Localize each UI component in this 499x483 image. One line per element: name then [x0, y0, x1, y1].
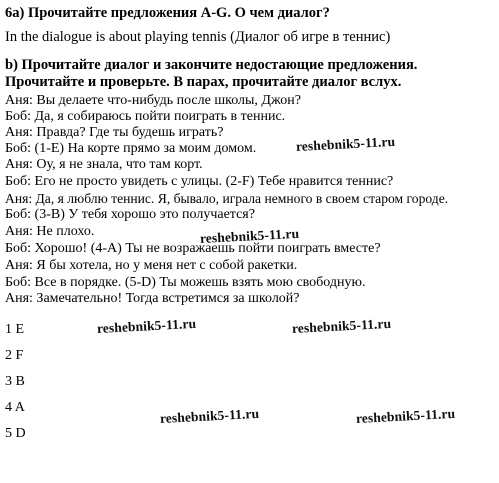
watermark: reshebnik5-11.ru: [295, 133, 396, 154]
dialogue-line: Боб: (1-E) На корте прямо за моим домом.: [5, 141, 257, 156]
watermark: reshebnik5-11.ru: [159, 405, 260, 426]
watermark: reshebnik5-11.ru: [355, 405, 456, 426]
dialogue-line: Аня: Я бы хотела, но у меня нет с собой ракетки.: [5, 258, 298, 273]
dialogue-line: Боб: Все в порядке. (5-D) Ты можешь взять мою свободную.: [5, 275, 366, 290]
dialogue-line: Боб: Хорошо! (4-A) Ты не возражаешь пойти поиграть вместе?: [5, 241, 381, 256]
answer-item: 5 D: [5, 426, 26, 441]
dialogue-line: Боб: Его не просто увидеть с улицы. (2-F) Тебе нравится теннис?: [5, 174, 394, 189]
dialogue-line: Аня: Замечательно! Тогда встретимся за школой?: [5, 291, 300, 306]
dialogue-line: Боб: (3-B) У тебя хорошо это получается?: [5, 207, 255, 222]
watermark: reshebnik5-11.ru: [96, 315, 197, 336]
answer-item: 3 B: [5, 374, 25, 389]
heading-6b-line-1: b) Прочитайте диалог и закончите недостающие предложения.: [5, 57, 418, 73]
answer-item: 1 E: [5, 322, 25, 337]
dialogue-line: Аня: Не плохо.: [5, 224, 95, 239]
answer-6a: In the dialogue is about playing tennis (Диалог об игре в теннис): [5, 29, 391, 45]
heading-6a: 6а) Прочитайте предложения A-G. О чем диалог?: [5, 5, 330, 21]
answer-item: 2 F: [5, 348, 24, 363]
dialogue-line: Аня: Оу, я не знала, что там корт.: [5, 157, 203, 172]
dialogue-line: Аня: Правда? Где ты будешь играть?: [5, 125, 224, 140]
watermark: reshebnik5-11.ru: [199, 225, 300, 246]
watermark: reshebnik5-11.ru: [291, 315, 392, 336]
answer-item: 4 A: [5, 400, 25, 415]
heading-6b-line-2: Прочитайте и проверьте. В парах, прочитайте диалог вслух.: [5, 74, 402, 90]
dialogue-line: Боб: Да, я собираюсь пойти поиграть в теннис.: [5, 109, 286, 124]
dialogue-line: Аня: Да, я люблю теннис. Я, бывало, играла немного в своем старом городе.: [5, 191, 449, 206]
dialogue-line: Аня: Вы делаете что-нибудь после школы, Джон?: [5, 93, 302, 108]
